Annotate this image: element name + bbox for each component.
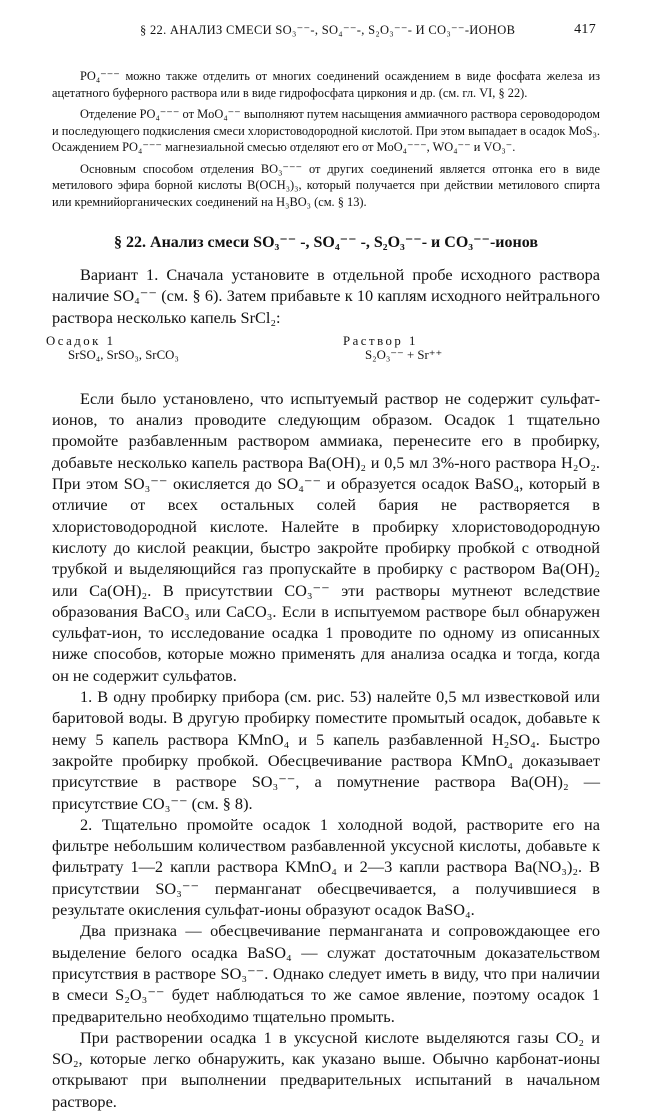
paragraph-method-1: 1. В одну пробирку прибора (см. рис. 53) налейте 0,5 мл известковой или баритовой воды. В другую пробирку поместите промытый осадок, добавьте к нему 5 капель раствора KMnO₄ и 5 капель разбавленной H₂SO₄. Быстро закройте пробирку пробкой. Обесцвечивание раствора KMnO₄ доказывает присутствие в растворе SO₃⁻⁻, а помутнение раствора Ba(OH)₂ — присутствие CO₃⁻⁻ (см. § 8). <box>52 687 600 813</box>
paragraph-analysis-procedure: Если было установлено, что испытуемый раствор не содержит сульфат-ионов, то анализ проводите следующим образом. Осадок 1 тщательно промойте разбавленным раствором аммиака, перенесите его в пробирку, добавьте несколько капель раствора Ba(OH)₂ и 0,5 мл 3%-ного раствора H₂O₂. При этом SO₃⁻⁻ окисляется до SO₄⁻⁻ и образуется осадок BaSO₄, который в отличие от всех остальных солей бария не растворяется в хлористоводородной кислоте. Налейте в пробирку хлористоводородную кислоту до кислой реакции, быстро закройте пробирку пробкой с отводной трубкой и выделяющийся газ пропускайте в пробирку с раствором Ba(OH)₂ или Ca(OH)₂. В присутствии CO₃⁻⁻ эти растворы мутнеют вследствие образования BaCO₃ или CaCO₃. Если в испытуемом растворе был обнаружен сульфат-ион, то исследование осадка 1 проводите по одному из описанных ниже способов, которые можно применять для анализа осадка и тогда, когда он не содержит сульфатов. <box>52 388 600 685</box>
paragraph-molybdate-separation: Отделение PO₄⁻⁻⁻ от MoO₄⁻⁻ выполняют путем насыщения аммиачного раствора сероводородом и последующего подкисления смеси хлористоводородной кислотой. При этом выпадает в осадок MoS₃. Осаждением PO₄⁻⁻⁻ магнезиальной смесью отделяют его от MoO₄⁻⁻⁻, WO₄⁻⁻ и VO₃⁻. <box>52 107 600 154</box>
paragraph-two-signs: Два признака — обесцвечивание перманганата и сопровождающее его выделение белого осадка BaSO₄ — служат достаточным доказательством присутствия в растворе SO₃⁻⁻. Однако следует иметь в виду, что при наличии в смеси S₂O₃⁻⁻ будет наблюдаться то же самое явление, поэтому осадок 1 предварительно необходимо тщательно промыть. <box>52 921 600 1026</box>
solution-composition: S₂O₃⁻⁻ + Sr⁺⁺ <box>365 347 443 362</box>
running-title: § 22. АНАЛИЗ СМЕСИ SO₃⁻⁻-, SO₄⁻⁻-, S₂O₃⁻⁻- И CO₃⁻⁻-ИОНОВ <box>140 23 516 37</box>
section-title: § 22. Анализ смеси SO₃⁻⁻ -, SO₄⁻⁻ -, S₂O₃⁻⁻- и CO₃⁻⁻-ионов <box>114 234 538 251</box>
precipitation-scheme <box>46 333 600 378</box>
running-head <box>52 22 600 44</box>
precipitate-label: Осадок 1 <box>46 333 116 348</box>
paragraph-borate-separation: Основным способом отделения BO₃⁻⁻⁻ от других соединений является отгонка его в виде метилового эфира борной кислоты B(OCH₃)₃, который получается при действии метилового спирта или кремнийорганических соединений на H₃BO₃ (см. § 13). <box>52 161 600 209</box>
solution-block <box>343 334 442 362</box>
precipitate-composition: SrSO₄, SrSO₃, SrCO₃ <box>68 347 179 362</box>
page-number: 417 <box>574 22 596 37</box>
paragraph-method-2: 2. Тщательно промойте осадок 1 холодной водой, растворите его на фильтре небольшим количеством разбавленной уксусной кислоты, добавьте к фильтрату 1—2 капли раствора KMnO₄ и 2—3 капли раствора Ba(NO₃)₂. В присутствии SO₃⁻⁻ перманганат обесцвечивается, а получившиеся в результате окисления сульфат-ионы образуют осадок BaSO₄. <box>52 814 600 920</box>
paragraph-phosphate-separation: PO₄⁻⁻⁻ можно также отделить от многих соединений осаждением в виде фосфата железа из ацетатного буферного раствора или в виде гидрофосфата циркония и др. (см. гл. VI, § 22). <box>52 69 600 100</box>
paragraph-variant-1: Вариант 1. Сначала установите в отдельной пробе исходного раствора наличие SO₄⁻⁻ (см. § 6). Затем прибавьте к 10 каплям исходного нейтрального раствора несколько капель SrCl₂: <box>52 265 600 327</box>
paragraph-acetic-acid: При растворении осадка 1 в уксусной кислоте выделяются газы CO₂ и SO₂, которые легко обнаружить, как указано выше. Обычно карбонат-ионы открывают при выполнении предварительных испытаний в начальном растворе. <box>52 1027 600 1111</box>
book-page <box>46 22 600 1112</box>
solution-label: Раствор 1 <box>343 333 418 348</box>
precipitate-block <box>46 334 179 362</box>
